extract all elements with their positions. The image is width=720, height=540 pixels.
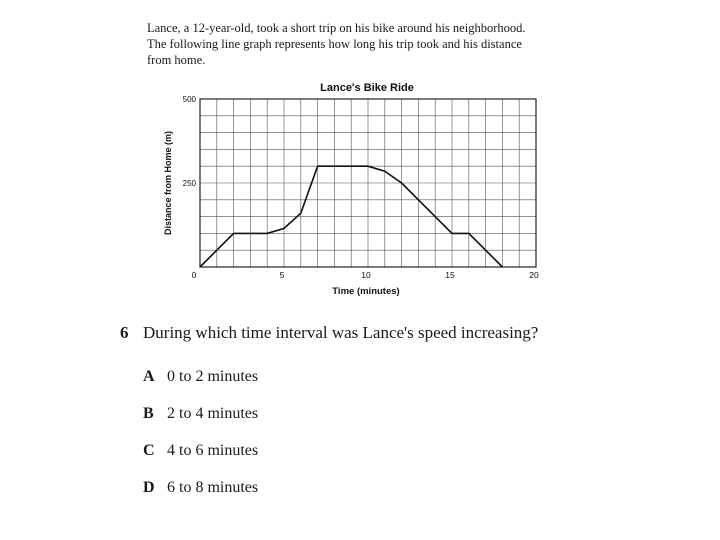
x-tick-label: 15: [445, 270, 455, 280]
x-axis-label: Time (minutes): [332, 286, 400, 297]
intro-line-1: Lance, a 12-year-old, took a short trip on his bike around his neighborhood.: [147, 21, 526, 35]
x-tick-label: 20: [529, 270, 539, 280]
choice-text: 0 to 2 minutes: [167, 368, 259, 385]
chart-grid: [200, 99, 536, 267]
answer-choice-d[interactable]: [143, 479, 258, 497]
choice-letter: D: [143, 479, 155, 496]
intro-line-2: The following line graph represents how long his trip took and his distance: [147, 37, 522, 51]
x-tick-label: 0: [191, 270, 197, 280]
y-axis-label: Distance from Home (m): [163, 130, 173, 236]
answer-choice-c[interactable]: [143, 442, 258, 460]
answer-choice-a[interactable]: [143, 368, 258, 386]
intro-line-3: from home.: [147, 53, 206, 67]
choice-text: 4 to 6 minutes: [167, 442, 259, 459]
choice-text: 2 to 4 minutes: [167, 405, 259, 422]
choice-letter: A: [143, 368, 155, 385]
y-tick-labels: [183, 95, 197, 188]
choice-letter: B: [143, 405, 154, 422]
question-number: 6: [120, 323, 129, 342]
choice-text: 6 to 8 minutes: [167, 479, 259, 496]
choice-letter: C: [143, 442, 155, 459]
y-tick-label: 500: [182, 95, 196, 104]
x-tick-label: 5: [279, 270, 285, 280]
question-text: During which time interval was Lance's speed increasing?: [143, 323, 539, 342]
answer-choice-b[interactable]: [143, 405, 258, 423]
x-tick-labels: [192, 270, 539, 280]
chart-title: Lance's Bike Ride: [320, 82, 414, 94]
x-tick-label: 10: [361, 270, 371, 280]
y-tick-label: 250: [182, 179, 196, 188]
